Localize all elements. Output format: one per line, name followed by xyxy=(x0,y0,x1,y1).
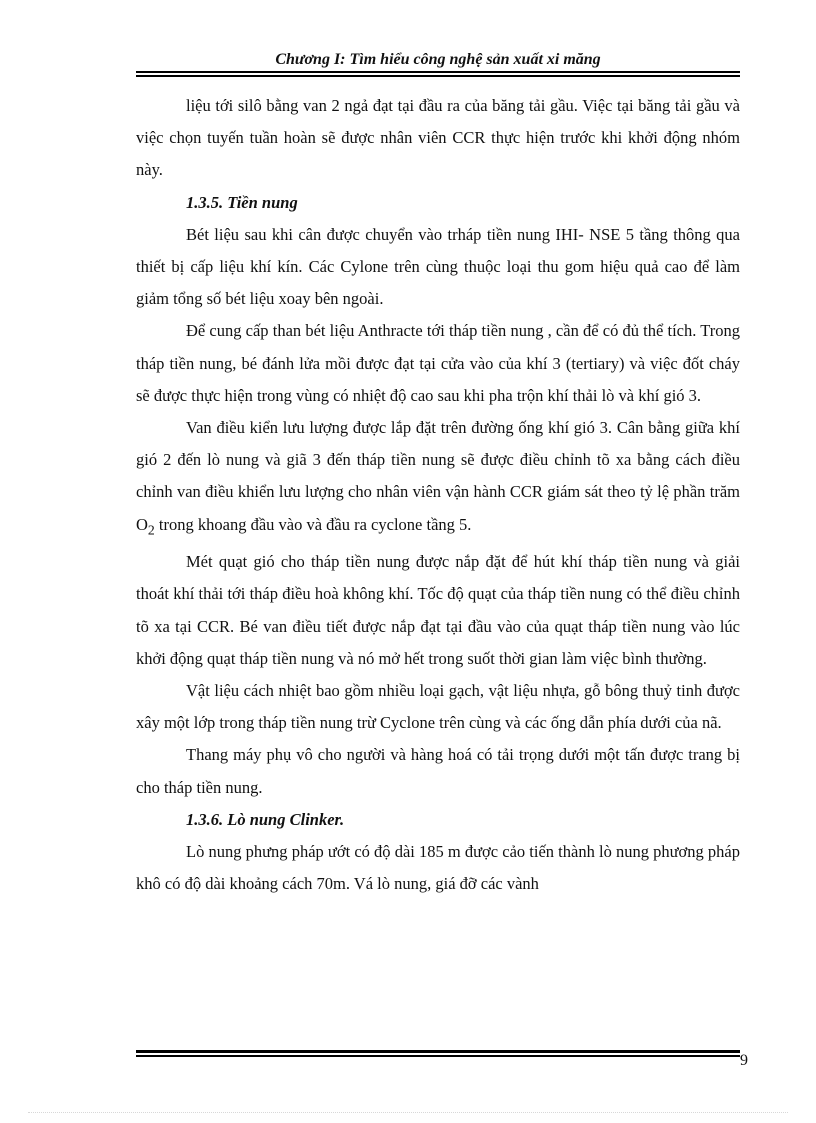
section-heading: 1.3.6. Lò nung Clinker. xyxy=(186,809,345,829)
section-heading: 1.3.5. Tiền nung xyxy=(186,192,298,212)
paragraph: Vật liệu cách nhiệt bao gồm nhiều loại gạch, vật liệu nhựa, gỗ bông thuỷ tinh được xây một lớp trong tháp tiền nung trừ Cyclone trên cùng và các ống dẫn phía dưới của nã. xyxy=(136,680,740,733)
footer-rule-thin xyxy=(136,1055,740,1057)
header-rule-thin xyxy=(136,71,740,73)
paragraph: liệu tới silô bằng van 2 ngả đạt tại đầu ra của băng tải gầu. Việc tại băng tải gầu và việc chọn tuyến tuần hoàn sẽ được nhân viên CCR thực hiện trước khi khởi động nhóm này. xyxy=(136,96,740,180)
paragraph-text: trong khoang đầu vào và đầu ra cyclone tầng 5. xyxy=(154,514,472,534)
paragraph xyxy=(136,412,740,546)
paragraph: Lò nung phưng pháp ướt có độ dài 185 m được cảo tiến thành lò nung phương pháp khô có độ dài khoảng cách 70m. Vá lò nung, giá đỡ các vành xyxy=(136,841,740,894)
page-edge-divider xyxy=(28,1112,788,1113)
subscript: 2 xyxy=(147,521,155,537)
page-number: 9 xyxy=(740,1052,748,1069)
body-text xyxy=(136,90,740,900)
header-rule-thick xyxy=(136,75,740,78)
paragraph-text: Van điều kiển lưu lượng được lắp đặt trên đường ống khí gió 3. Cân bằng giữa khí gió 2 đến lò nung và giã 3 đến tháp tiền nung sẽ được điều chỉnh tõ xa bằng cách điều chỉnh van điều khiển lưu lượng cho nhân viên vận hành CCR giám sát theo tỷ lệ phần trăm O xyxy=(136,418,740,534)
paragraph: Bét liệu sau khi cân được chuyển vào trháp tiền nung IHI- NSE 5 tầng thông qua thiết bị cấp liệu khí kín. Các Cylone trên cùng thuộc loại thu gom hiệu quả cao để làm giảm tổng số bét liệu xoay bên ngoài. xyxy=(136,224,740,309)
paragraph: Mét quạt gió cho tháp tiền nung được nắp đặt để hút khí tháp tiền nung và giải thoát khí thải tới tháp điều hoà không khí. Tốc độ quạt của tháp tiền nung có thể điều chỉnh tõ xa tại CCR. Bé van điều tiết được nắp đạt tại đầu vào của quạt tháp tiền nung vào lúc khởi động quạt tháp tiền nung và nó mở hết trong suốt thời gian làm việc bình thường. xyxy=(136,552,740,668)
chapter-header: Chương I: Tìm hiểu công nghệ sản xuất xi măng xyxy=(275,51,601,68)
footer-rule-thick xyxy=(136,1050,740,1053)
paragraph: Thang máy phụ vô cho người và hàng hoá có tải trọng dưới một tấn được trang bị cho tháp tiền nung. xyxy=(136,745,740,797)
paragraph: Để cung cấp than bét liệu Anthracte tới tháp tiền nung , cần để có đủ thể tích. Trong tháp tiền nung, bé đánh lửa mồi được đạt tại cửa vào của khí 3 (tertiary) và việc đốt cháy sẽ được thực hiện trong vùng có nhiệt độ cao sau khi pha trộn khí thải lò và khí gió 3. xyxy=(136,321,740,405)
